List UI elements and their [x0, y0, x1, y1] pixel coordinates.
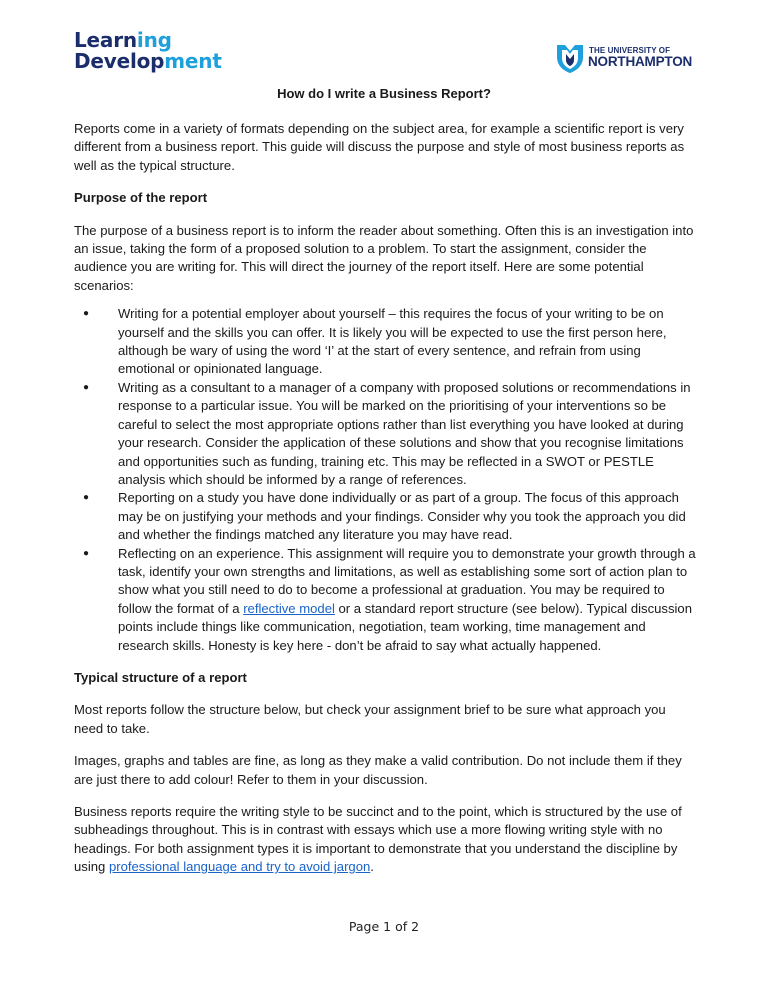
list-item: ● Reflecting on an experience. This assignment will require you to demonstrate your growth through a task, identify your own strengths and limitations, as well as establishing some sort of action plan to show what you still need to do to become a professional at graduation. You may be required to follow the format of a reflective model or a standard report structure (see below). Typical discussion points include things like communication, negotiation, team working, time management and research skills. Honesty is key here - don’t be afraid to say what actually happened.	[83, 545, 696, 653]
scenario-list	[74, 305, 696, 655]
structure-heading: Typical structure of a report	[74, 669, 247, 685]
northampton-text: NORTHAMPTON	[588, 54, 693, 69]
images-paragraph: Images, graphs and tables are fine, as long as they make a valid contribution. Do not include them if they are just there to add colour! Refer to them in your discussion.	[74, 753, 682, 787]
intro-paragraph: Reports come in a variety of formats depending on the subject area, for example a scientific report is very different from a business report. This guide will discuss the purpose and style of most business reports as well as the typical structure.	[74, 121, 685, 173]
learning-development-logo	[74, 30, 222, 71]
university-of-northampton-logo	[555, 42, 700, 74]
bullet-icon: ●	[83, 308, 90, 320]
purpose-heading: Purpose of the report	[74, 190, 208, 206]
university-of-text: THE UNIVERSITY OF	[589, 46, 671, 55]
structure-paragraph: Most reports follow the structure below, but check your assignment brief to be sure what approach you need to take.	[74, 702, 666, 736]
list-item: ● Reporting on a study you have done individually or as part of a group. The focus of this approach may be on justifying your methods and your findings. Consider why you took the approach you did and whether the findings matched any literature you may have read.	[83, 490, 686, 543]
logo-line-development: Development	[74, 49, 222, 73]
bullet-icon: ●	[83, 381, 90, 393]
document-body	[74, 120, 696, 891]
style-paragraph: Business reports require the writing style to be succinct and to the point, which is structured by the use of subheadings throughout. This is in contrast with essays which use a more flowing writing style with no headings. For both assignment types it is important to demonstrate that you understand the discipline by using professional language and try to avoid jargon.	[74, 804, 682, 875]
bullet-icon: ●	[83, 492, 90, 504]
page-number: Page 1 of 2	[348, 919, 420, 934]
professional-language-link[interactable]: professional language and try to avoid jargon	[108, 859, 371, 875]
document-title: How do I write a Business Report?	[277, 86, 491, 101]
list-item: ● Writing for a potential employer about yourself – this requires the focus of your writing to be on yourself and the skills you can offer. It is likely you will be expected to use the first person here, although be wary of using the word ‘I’ at the start of every sentence, and refrain from using emotional or opinionated language.	[83, 306, 667, 377]
university-crest-icon	[555, 42, 585, 74]
purpose-paragraph: The purpose of a business report is to inform the reader about something. Often this is an investigation into an issue, taking the form of a proposed solution to a problem. To start the assignment, consider the audience you are writing for. This will direct the journey of the report itself. Here are some potential scenarios:	[74, 222, 694, 293]
list-item: ● Writing as a consultant to a manager of a company with proposed solutions or recommendations in response to a particular issue. You will be marked on the prioritising of your interventions so be careful to select the most appropriate options rather than list everything you have looked at during your research. Consider the application of these solutions and show that you recognise limitations and opportunities such as funding, training etc. This may be reflected in a SWOT or PESTLE analysis which should be informed by a range of references.	[83, 379, 691, 487]
logo-line-learning: Learning	[74, 28, 172, 52]
reflective-model-link[interactable]: reflective model	[243, 600, 335, 616]
bullet-icon: ●	[83, 547, 90, 559]
